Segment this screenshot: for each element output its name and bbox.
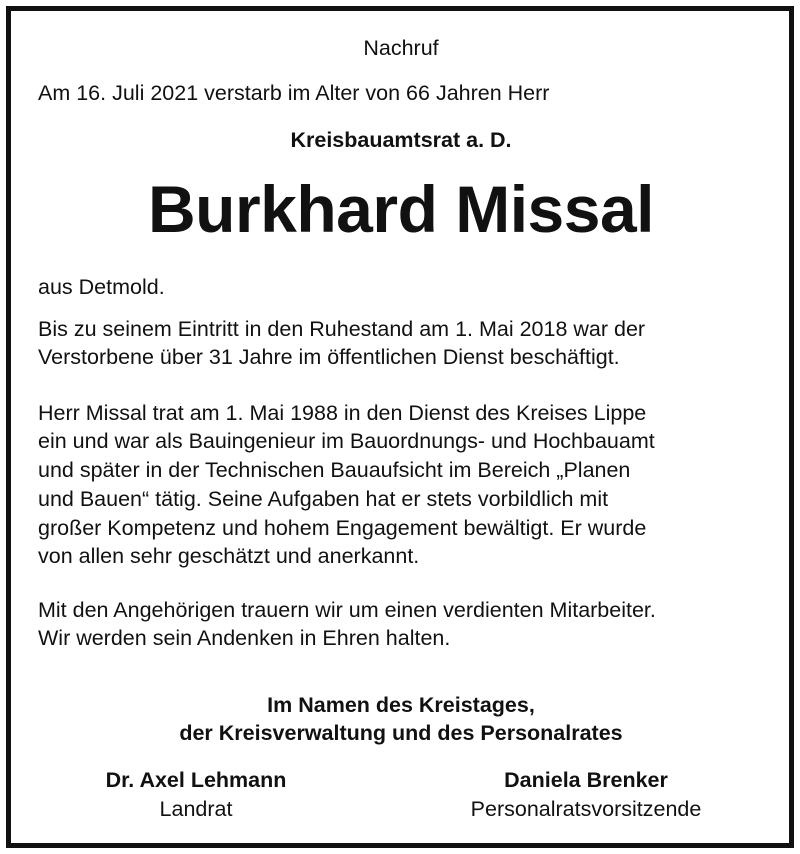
- paragraph-line: Wir werden sein Andenken in Ehren halten.: [38, 626, 451, 650]
- intro-line: Am 16. Juli 2021 verstarb im Alter von 66 Jahren Herr: [38, 81, 550, 105]
- paragraph-line: von allen sehr geschätzt und anerkannt.: [38, 544, 420, 568]
- paragraph-line: Mit den Angehörigen trauern wir um einen verdienten Mitarbeiter.: [38, 598, 656, 622]
- paragraph-line: und Bauen“ tätig. Seine Aufgaben hat er stets vorbildlich mit: [38, 487, 609, 511]
- signatory-role: Personalratsvorsitzende: [470, 797, 702, 821]
- on-behalf-line: Im Namen des Kreistages,: [267, 693, 535, 717]
- obituary-heading: Nachruf: [363, 36, 439, 60]
- origin-line: aus Detmold.: [38, 275, 165, 299]
- signatory-role: Landrat: [159, 797, 233, 821]
- paragraph-line: Bis zu seinem Eintritt in den Ruhestand am 1. Mai 2018 war der: [38, 317, 646, 341]
- signatory-name: Daniela Brenker: [504, 768, 668, 792]
- paragraph-line: großer Kompetenz und hohem Engagement bewältigt. Er wurde: [38, 516, 647, 540]
- paragraph-line: ein und war als Bauingenieur im Bauordnungs- und Hochbauamt: [38, 429, 655, 453]
- deceased-name: Burkhard Missal: [148, 172, 654, 246]
- deceased-title: Kreisbauamtsrat a. D.: [290, 128, 512, 152]
- signatory-name: Dr. Axel Lehmann: [105, 768, 287, 792]
- on-behalf-line: der Kreisverwaltung und des Personalrates: [179, 721, 623, 745]
- paragraph-line: Herr Missal trat am 1. Mai 1988 in den Dienst des Kreises Lippe: [38, 401, 647, 425]
- paragraph-line: und später in der Technischen Bauaufsicht im Bereich „Planen: [38, 458, 631, 482]
- paragraph-line: Verstorbene über 31 Jahre im öffentlichen Dienst beschäftigt.: [38, 345, 620, 369]
